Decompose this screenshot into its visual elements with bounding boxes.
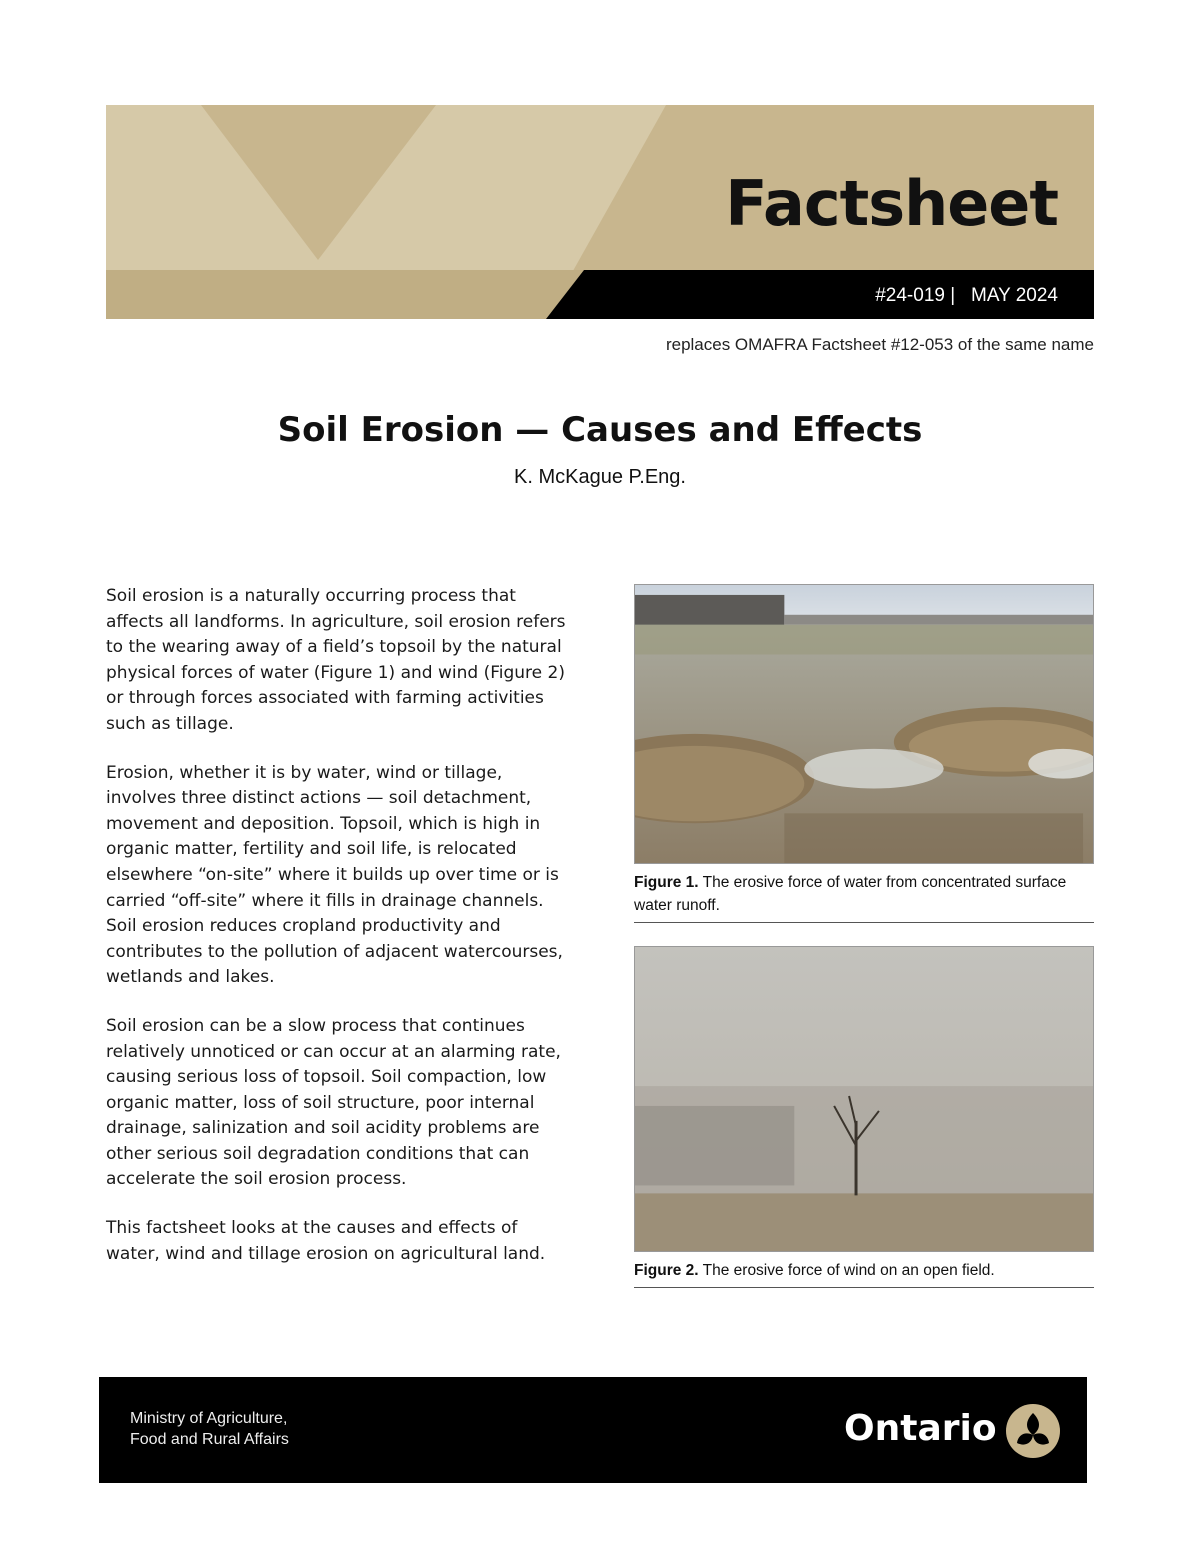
figure-2-text: The erosive force of wind on an open field.: [702, 1262, 995, 1279]
body-text: [106, 584, 576, 1290]
water-erosion-photo: [634, 584, 1094, 864]
document-author: K. McKague P.Eng.: [514, 466, 686, 488]
replaces-note: replaces OMAFRA Factsheet #12-053 of the same name: [665, 335, 1094, 354]
figure-1-text: The erosive force of water from concentrated surface water runoff.: [634, 874, 1067, 914]
factsheet-date: MAY 2024: [971, 285, 1058, 306]
meta-separator: |: [950, 285, 956, 306]
factsheet-banner: [106, 105, 1094, 319]
trillium-icon: [1005, 1403, 1061, 1459]
figure-1-label: Figure 1.: [634, 874, 699, 891]
ministry-footer: [99, 1377, 1087, 1483]
factsheet-meta: [875, 285, 1058, 307]
figure-2-caption: [634, 1252, 1094, 1288]
document-title: Soil Erosion — Causes and Effects: [277, 410, 923, 450]
figure-1: [634, 584, 1094, 923]
ministry-line-1: Ministry of Agriculture,: [130, 1410, 288, 1427]
paragraph: Soil erosion is a naturally occurring process that affects all landforms. In agriculture, soil erosion refers to the wearing away of a field’s topsoil by the natural physical forces of water (Figure 1) and wind (Figure 2) or through forces associated with farming activities such as tillage.: [106, 586, 566, 734]
factsheet-number: #24-019: [875, 285, 945, 306]
ministry-name: [130, 1408, 289, 1450]
figure-1-caption: [634, 864, 1094, 923]
factsheet-title: Factsheet: [725, 167, 1058, 240]
ministry-line-2: Food and Rural Affairs: [130, 1431, 289, 1448]
paragraph: Soil erosion can be a slow process that continues relatively unnoticed or can occur at an alarming rate, causing serious loss of topsoil. Soil compaction, low organic matter, loss of soil structure, poor internal drainage, salinization and soil acidity problems are other serious soil degradation conditions that can accelerate the soil erosion process.: [106, 1015, 561, 1190]
ontario-logo-text: Ontario: [844, 1408, 997, 1449]
paragraph: This factsheet looks at the causes and effects of water, wind and tillage erosion on agricultural land.: [106, 1218, 546, 1264]
figure-2: [634, 946, 1094, 1288]
wind-erosion-photo: [634, 946, 1094, 1252]
paragraph: Erosion, whether it is by water, wind or tillage, involves three distinct actions — soil detachment, movement and deposition. Topsoil, which is high in organic matter, fertility and soil life, is relocated elsewhere “on-site” where it builds up over time or is carried “off-site” where it fills in drainage channels. Soil erosion reduces cropland productivity and contributes to the pollution of adjacent watercourses, wetlands and lakes.: [106, 762, 563, 988]
figure-2-label: Figure 2.: [634, 1262, 699, 1279]
